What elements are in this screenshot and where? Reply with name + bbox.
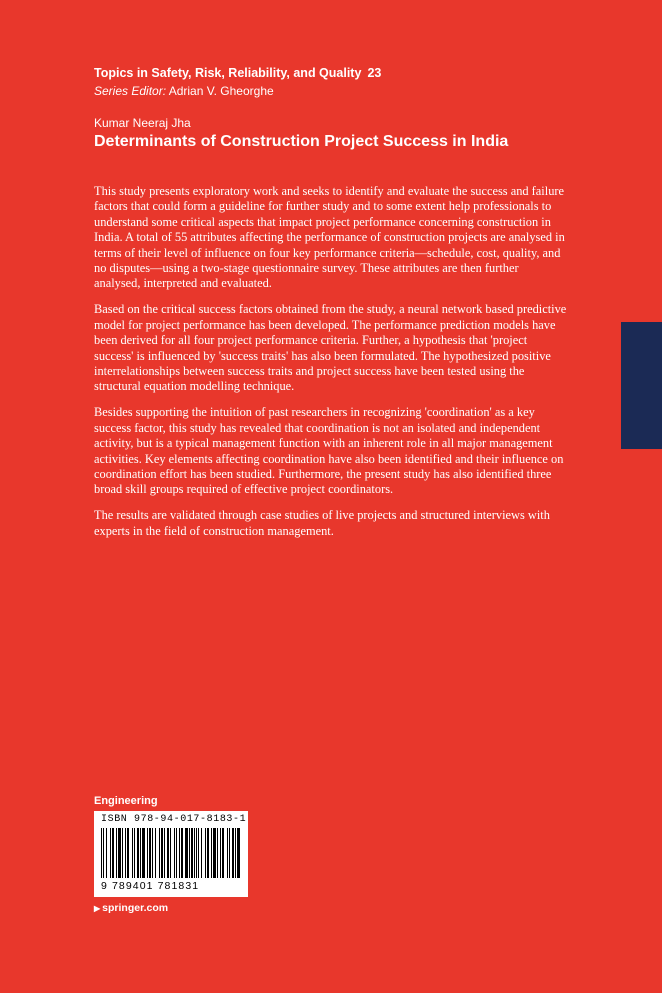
subject-category: Engineering [94, 795, 158, 807]
spine-color-tab [621, 322, 662, 449]
series-editor-line [94, 84, 274, 98]
series-line [94, 66, 381, 80]
publisher-website[interactable] [94, 902, 168, 914]
abstract-paragraph: Based on the critical success factors obtained from the study, a neural network based predictive model for project performance has been developed. The performance prediction models have been derived for all four project performance criteria. Further, a hypothesis that 'project success' is influenced by 'success traits' has also been formulated. The hypothesized positive interrelationships between success traits and project success have been tested using the structural equation modelling technique. [94, 302, 567, 394]
series-volume: 23 [367, 66, 382, 80]
series-editor-label: Series Editor: [94, 84, 167, 98]
author-name: Kumar Neeraj Jha [94, 116, 191, 130]
series-name: Topics in Safety, Risk, Reliability, and Quality [94, 66, 362, 80]
website-text: springer.com [102, 902, 169, 914]
barcode-bars [101, 828, 241, 878]
isbn-barcode [94, 811, 248, 897]
isbn-number: ISBN 978-94-017-8183-1 [101, 814, 247, 825]
series-editor-name: Adrian V. Gheorghe [168, 84, 274, 98]
abstract-paragraph: The results are validated through case studies of live projects and structured interviews with experts in the field of construction management. [94, 508, 550, 538]
abstract-paragraph: Besides supporting the intuition of past researchers in recognizing 'coordination' as a key success factor, this study has revealed that coordination is not an isolated and independent activity, but is a typical management function with an inherent role in all major management activities. Key elements affecting coordination have also been identified and their influence on coordination effort has been studied. Furthermore, the present study has also identified three broad skill groups required of effective project coordinators. [94, 405, 564, 497]
abstract [94, 184, 568, 550]
barcode-digits: 9 789401 781831 [101, 880, 200, 892]
arrow-right-icon: ▶ [94, 904, 101, 913]
book-title: Determinants of Construction Project Success in India [94, 133, 509, 150]
abstract-paragraph: This study presents exploratory work and seeks to identify and evaluate the success and failure factors that could form a guideline for further study and to some extent help professionals to understand some critical aspects that impact project performance concerning construction in India. A total of 55 attributes affecting the performance of construction projects are analysed in terms of their level of influence on four key performance criteria—schedule, cost, quality, and no disputes—using a two-stage questionnaire survey. These attributes are then further analysed, interpreted and evaluated. [94, 184, 565, 291]
